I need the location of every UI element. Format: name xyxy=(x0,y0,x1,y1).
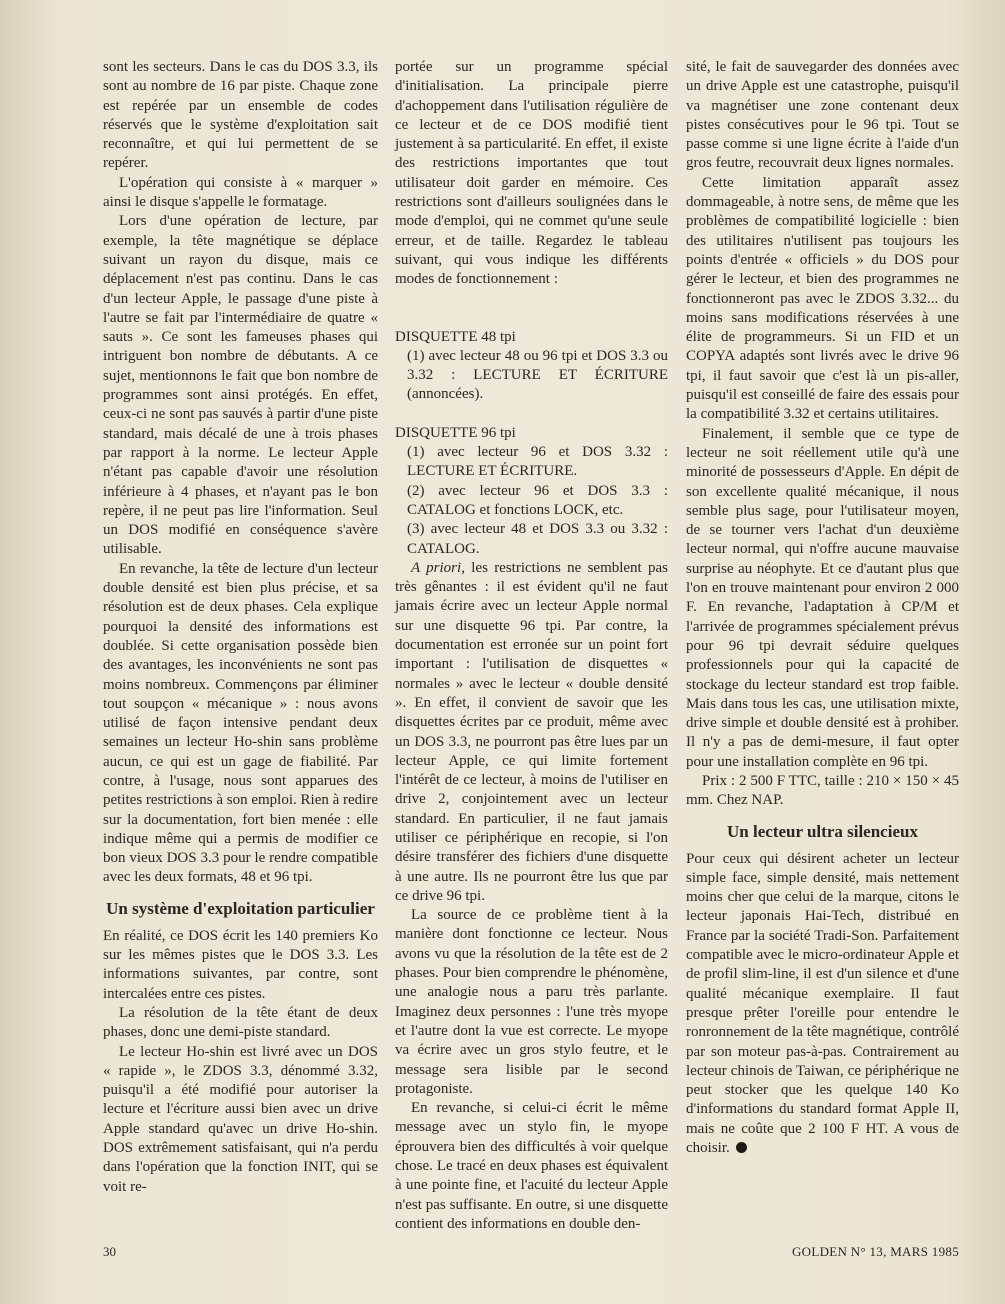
issue-info: GOLDEN N° 13, MARS 1985 xyxy=(791,1244,959,1259)
paragraph: Finalement, il semble que ce type de lecteur ne soit réellement utile qu'à une minorité de possesseurs d'Apple. En dépit de son excellente qualité mécanique, il nous semble plus sage, pour l'utilisateur moyen, de se tourner vers l'achat d'un deuxième lecteur normal, qui n'offre aucune mauvaise surprise au néophyte. Et ce d'autant plus que l'on en trouve maintenant pour environ 2 000 F. En revanche, l'adaptation à CP/M et l'arrivée de programmes spécialement prévus pour 96 tpi devrait séduire quelques professionnels pour qui la capacité de stockage du lecteur standard est trop faible. Mais dans tous les cas, une utilisation mixte, drive simple et double densité est à prohiber. Il n'y a pas de demi-mesure, il faut opter pour une installation complète en 96 tpi. xyxy=(686,425,959,770)
paragraph: sont les secteurs. Dans le cas du DOS 3.3, ils sont au nombre de 16 par piste. Chaque zone est repérée par un ensemble de codes réservés que le système d'exploitation sait reconnaître, et qui lui permettent de se repérer. xyxy=(103,59,378,172)
paragraph: En réalité, ce DOS écrit les 140 premiers Ko sur les mêmes pistes que le DOS 3.3. Les informations suivantes, par contre, sont intercalées entre ces pistes. xyxy=(103,927,378,1002)
paragraph: La résolution de la tête étant de deux phases, donc une demi-piste standard. xyxy=(103,1004,378,1041)
paragraph-text: les restrictions ne semblent pas très gênantes : il est évident qu'il ne faut jamais écrire avec un lecteur Apple normal sur une disquette 96 tpi. Par contre, la documentation est erronée sur un point fort important : l'utilisation de disquettes « normales » avec le lecteur « double densité ». En effet, il convient de savoir que les disquettes écrites par ce produit, même avec un DOS 3.3, ne pourront pas être lues par un lecteur Apple, ce qui limite fortement l'intérêt de ce lecteur, à moins de l'utiliser en drive 2, conjointement avec un lecteur standard. En particulier, il ne faut jamais utiliser ce périphérique en recopie, si l'on désire transférer des fichiers d'une disquette à une autre. Ils ne pourront être lus que par ce drive 96 tpi. xyxy=(395,559,669,904)
table-heading-48tpi: DISQUETTE 48 tpi xyxy=(395,328,516,345)
paragraph: La source de ce problème tient à la manière dont fonctionne ce lecteur. Nous avons vu que la résolution de la tête est de 2 phases. Pour bien comprendre le phénomène, une analogie nous a paru très parlante. Imaginez deux personnes : l'une très myope et l'autre dont la vue est correcte. Le myope va écrire avec un gros stylo feutre, et le message sera lisible par le second protagoniste. xyxy=(395,907,668,1097)
section-heading: Un lecteur ultra silencieux xyxy=(727,821,918,841)
italic-text: A priori, xyxy=(411,559,465,576)
section-heading: Un système d'exploitation particulier xyxy=(106,898,375,918)
table-entry: (1) avec lecteur 96 et DOS 3.32 : LECTURE ET ÉCRITURE. xyxy=(407,444,668,480)
table-heading-96tpi: DISQUETTE 96 tpi xyxy=(395,424,516,441)
paragraph xyxy=(686,850,959,1159)
table-entry: (2) avec lecteur 96 et DOS 3.3 : CATALOG et fonctions LOCK, etc. xyxy=(407,482,668,518)
paragraph: sité, le fait de sauvegarder des données avec un drive Apple est une catastrophe, puisqu'il va magnétiser une zone contenant deux pistes consécutives pour le 96 tpi. Tout se passe comme si une ligne écrite à l'aide d'un gros feutre, recouvrait deux lignes normales. xyxy=(686,59,959,172)
paragraph: Lors d'une opération de lecture, par exemple, la tête magnétique se déplace suivant un rayon du disque, mais ce déplacement n'est pas continu. Dans le cas d'un lecteur Apple, le passage d'une piste à l'autre se fait par l'intermédiaire de quatre « sauts ». Ce sont les fameuses phases qui intriguent bon nombre de débutants. A ce sujet, mentionnons le fait que bon nombre de programmes sont ainsi protégés. En effet, ceux-ci ne sont pas sauvés à partir d'une piste standard, mais décalé de une à trois phases par rapport à la norme. Le lecteur Apple n'étant pas capable d'avoir une résolution inférieure à 4 phases, et n'ayant pas le bon repère, il ne peut pas lire l'information. Seul un DOS modifié en conséquence s'avère utilisable. xyxy=(103,213,378,558)
paragraph: En revanche, la tête de lecture d'un lecteur double densité est bien plus précise, et sa résolution est de deux phases. Cela explique pourquoi la densité des informations est doublée. Si cette organisation possède bien des avantages, les inconvénients ne sont pas moins nombreux. Commençons par éliminer tout soupçon « mécanique » : nous avons utilisé de façon intensive pendant deux semaines un lecteur Ho-shin sans problème aucun, ce qui est un gage de fiabilité. Par contre, à l'usage, nous sont apparues des petites restrictions à son emploi. Rien à redire sur la documentation, fort bien menée : elle indique même qui a permis de modifier ce bon vieux DOS 3.3 pour le rendre compatible avec les deux formats, 48 et 96 tpi. xyxy=(103,560,378,886)
apple-end-icon xyxy=(736,1142,747,1153)
text-column-left xyxy=(103,58,378,1197)
paragraph: En revanche, si celui-ci écrit le même message avec un stylo fin, le myope éprouvera bien des difficultés à voir quelque chose. Le tracé en deux phases est équivalent à une pointe fine, et l'acuité du lecteur Apple n'est pas suffisante. En outre, si une disquette contient des informations en double den- xyxy=(395,1100,668,1232)
paragraph: Prix : 2 500 F TTC, taille : 210 × 150 × 45 mm. Chez NAP. xyxy=(686,772,959,809)
table-entry: (1) avec lecteur 48 ou 96 tpi et DOS 3.3 ou 3.32 : LECTURE ET ÉCRITURE (annoncées). xyxy=(407,347,668,403)
paragraph: Le lecteur Ho-shin est livré avec un DOS « rapide », le ZDOS 3.3, dénommé 3.32, puisqu'il a été modifié pour autoriser la lecture et l'écriture aussi bien avec un drive Apple standard qu'avec un drive Ho-shin. DOS extrêmement satisfaisant, qui n'a perdu dans l'opération que la fonction INIT, qui se voit re- xyxy=(103,1043,378,1195)
text-column-right xyxy=(686,58,959,1158)
text-column-middle xyxy=(395,58,668,1234)
paragraph: portée sur un programme spécial d'initialisation. La principale pierre d'achoppement dans l'utilisation régulière de ce lecteur et de ce DOS modifié tient justement à sa particularité. En effet, il existe des restrictions importantes que tout utilisateur doit garder en mémoire. Ces restrictions sont d'ailleurs soulignées dans le mode d'emploi, qui ne commet qu'une seule erreur, et de taille. Regardez le tableau suivant, qui vous indique les différents modes de fonctionnement : xyxy=(395,59,668,288)
paragraph-text: Pour ceux qui désirent acheter un lecteur simple face, simple densité, mais nettement moins cher que celui de la marque, citons le lecteur japonais Hai-Tech, distribué en France par la société Tradi-Son. Parfaitement compatible avec le micro-ordinateur Apple et de profil slim-line, il est d'un silence et d'une qualité mécanique exemplaire. Il faut presque prêter l'oreille pour entendre le ronronnement de la tête magnétique, contrôlé par son moteur pas-à-pas. Contrairement au lecteur chinois de Taiwan, ce périphérique ne peut stocker que les quelque 140 Ko d'informations du standard format Apple II, mais ne coûte que 2 100 F HT. A vous de choisir. xyxy=(686,850,959,1157)
page-number: 30 xyxy=(103,1244,116,1259)
paragraph: Cette limitation apparaît assez dommageable, à notre sens, de même que les problèmes de compatibilité logicielle : bien des utilitaires n'utilisent pas toujours les points d'entrée « officiels » du DOS pour gérer le lecteur, et bien des programmes ne fonctionneront pas avec le ZDOS 3.32... du moins sans modifications réservées à une élite de programmeurs. Si un FID et un COPYA adaptés sont livrés avec le drive 96 tpi, il faut savoir que c'est là un pis-aller, puisqu'il est conseillé de faire des essais pour la compatibilité 3.32 et certains utilitaires. xyxy=(686,174,959,423)
table-entry: (3) avec lecteur 48 et DOS 3.3 ou 3.32 : CATALOG. xyxy=(407,521,668,557)
paragraph xyxy=(395,559,668,906)
paragraph: L'opération qui consiste à « marquer » ainsi le disque s'appelle le formatage. xyxy=(103,174,378,211)
